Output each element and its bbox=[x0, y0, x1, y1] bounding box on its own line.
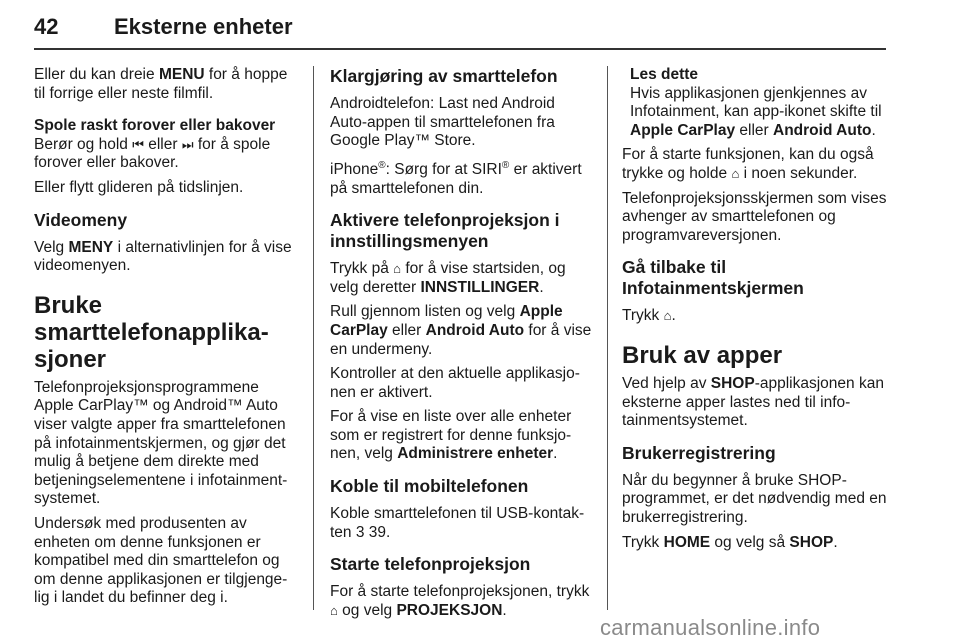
column-1 bbox=[34, 66, 300, 614]
spole-heading: Spole raskt forover eller bakover bbox=[34, 117, 276, 135]
note-box bbox=[630, 66, 892, 140]
page-header bbox=[34, 10, 886, 46]
paragraph-bruk: Ved hjelp av SHOP-applikasjonen kan eksterne apper lastes ned til info-tainmentsystemet. bbox=[622, 374, 884, 430]
menu-keyword: MENU bbox=[158, 66, 205, 83]
skip-forward-icon: ⏭ bbox=[181, 136, 194, 152]
skip-back-icon: ⏮ bbox=[132, 136, 144, 152]
paragraph-starte-funksjon: For å starte funksjonen, kan du også trykke og holde ⌂ i noen sekunder. bbox=[622, 146, 874, 182]
paragraph-aktivere-1: Trykk på ⌂ for å vise startsiden, og velg deretter INNSTILLINGER. bbox=[330, 260, 566, 296]
bruker-heading: Brukerregistrering bbox=[622, 442, 776, 463]
watermark: carmanualsonline.info bbox=[600, 615, 821, 640]
aktivere-heading: Aktivere telefonprojeksjon i innstillingsmenyen bbox=[330, 210, 560, 252]
column-divider-1 bbox=[313, 66, 314, 610]
paragraph-bruke-1: Telefonprojeksjonsprogrammene Apple CarPlay™ og Android™ Auto viser valgte apper fra smarttelefonen på infotainmentskjermen, og gjør det mulig å betjene dem direkte med betjeningselementene i infotainment-systemet. bbox=[34, 378, 288, 508]
paragraph-videomeny: Velg MENY i alternativlinjen for å vise videomenyen. bbox=[34, 238, 292, 275]
koble-heading: Koble til mobiltelefonen bbox=[330, 476, 529, 497]
home-icon: ⌂ bbox=[663, 308, 672, 324]
paragraph-spole: Berør og hold ⏮ eller ⏭ for å spole forover eller bakover. bbox=[34, 135, 271, 172]
paragraph-aktivere-3: Kontroller at den aktuelle applikasjo-nen er aktivert. bbox=[330, 365, 580, 401]
home-icon: ⌂ bbox=[393, 261, 402, 277]
column-3 bbox=[622, 66, 892, 558]
paragraph-bruker-1: Når du begynner å bruke SHOP-programmet, er det nødvendig med en brukerregistrering. bbox=[622, 471, 887, 526]
meny-keyword: MENY bbox=[68, 238, 114, 256]
bruke-heading: Bruke smarttelefonapplika-sjoner bbox=[34, 291, 269, 373]
paragraph-iphone: iPhone®: Sørg for at SIRI® er aktivert på smarttelefonen din. bbox=[330, 159, 582, 197]
paragraph-aktivere-4: For å vise en liste over alle enheter som er registrert for denne funksjo-nen, velg Administrere enheter. bbox=[330, 408, 572, 463]
paragraph-android: Androidtelefon: Last ned Android Auto-appen til smarttelefonen fra Google Play™ Store. bbox=[330, 95, 555, 150]
home-icon: ⌂ bbox=[731, 165, 740, 181]
paragraph-ga-tilbake: Trykk ⌂. bbox=[622, 307, 676, 325]
page-reference-arrow: 3 bbox=[355, 523, 365, 541]
home-icon: ⌂ bbox=[330, 602, 338, 618]
column-2 bbox=[330, 66, 592, 626]
header-divider bbox=[34, 48, 886, 50]
bruk-heading: Bruk av apper bbox=[622, 341, 783, 369]
note-text: Hvis applikasjonen gjenkjennes av Infotainment, kan app-ikonet skifte til Apple CarPlay eller Android Auto. bbox=[630, 84, 882, 139]
paragraph-starte: For å starte telefonprojeksjonen, trykk ⌂ og velg PROJEKSJON. bbox=[330, 583, 590, 619]
ga-tilbake-heading: Gå tilbake til Infotainmentskjermen bbox=[622, 257, 804, 299]
paragraph-koble: Koble smarttelefonen til USB-kontak-ten 3 39. bbox=[330, 505, 585, 541]
note-heading: Les dette bbox=[630, 66, 699, 83]
paragraph-aktivere-2: Rull gjennom listen og velg Apple CarPlay eller Android Auto for å vise en undermeny. bbox=[330, 303, 592, 358]
paragraph-menu-dial: Eller du kan dreie MENU for å hoppe til forrige eller neste filmfil. bbox=[34, 66, 288, 102]
klargjoring-heading: Klargjøring av smarttelefon bbox=[330, 66, 558, 86]
paragraph-bruker-2: Trykk HOME og velg så SHOP. bbox=[622, 533, 838, 551]
videomeny-heading: Videomeny bbox=[34, 209, 128, 230]
paragraph-skjerm: Telefonprojeksjonsskjermen som vises avhenger av smarttelefonen og programvareversjonen. bbox=[622, 189, 887, 244]
paragraph-bruke-2: Undersøk med produsenten av enheten om denne funksjonen er kompatibel med din smarttelefon og om denne applikasjonen er tilgjenge-lig i landet du befinner deg i. bbox=[34, 514, 288, 607]
page-title: Eksterne enheter bbox=[114, 14, 293, 39]
starte-heading: Starte telefonprojeksjon bbox=[330, 554, 531, 575]
column-divider-2 bbox=[607, 66, 608, 610]
page-number: 42 bbox=[34, 14, 59, 39]
paragraph-flytt: Eller flytt glideren på tidslinjen. bbox=[34, 178, 244, 196]
